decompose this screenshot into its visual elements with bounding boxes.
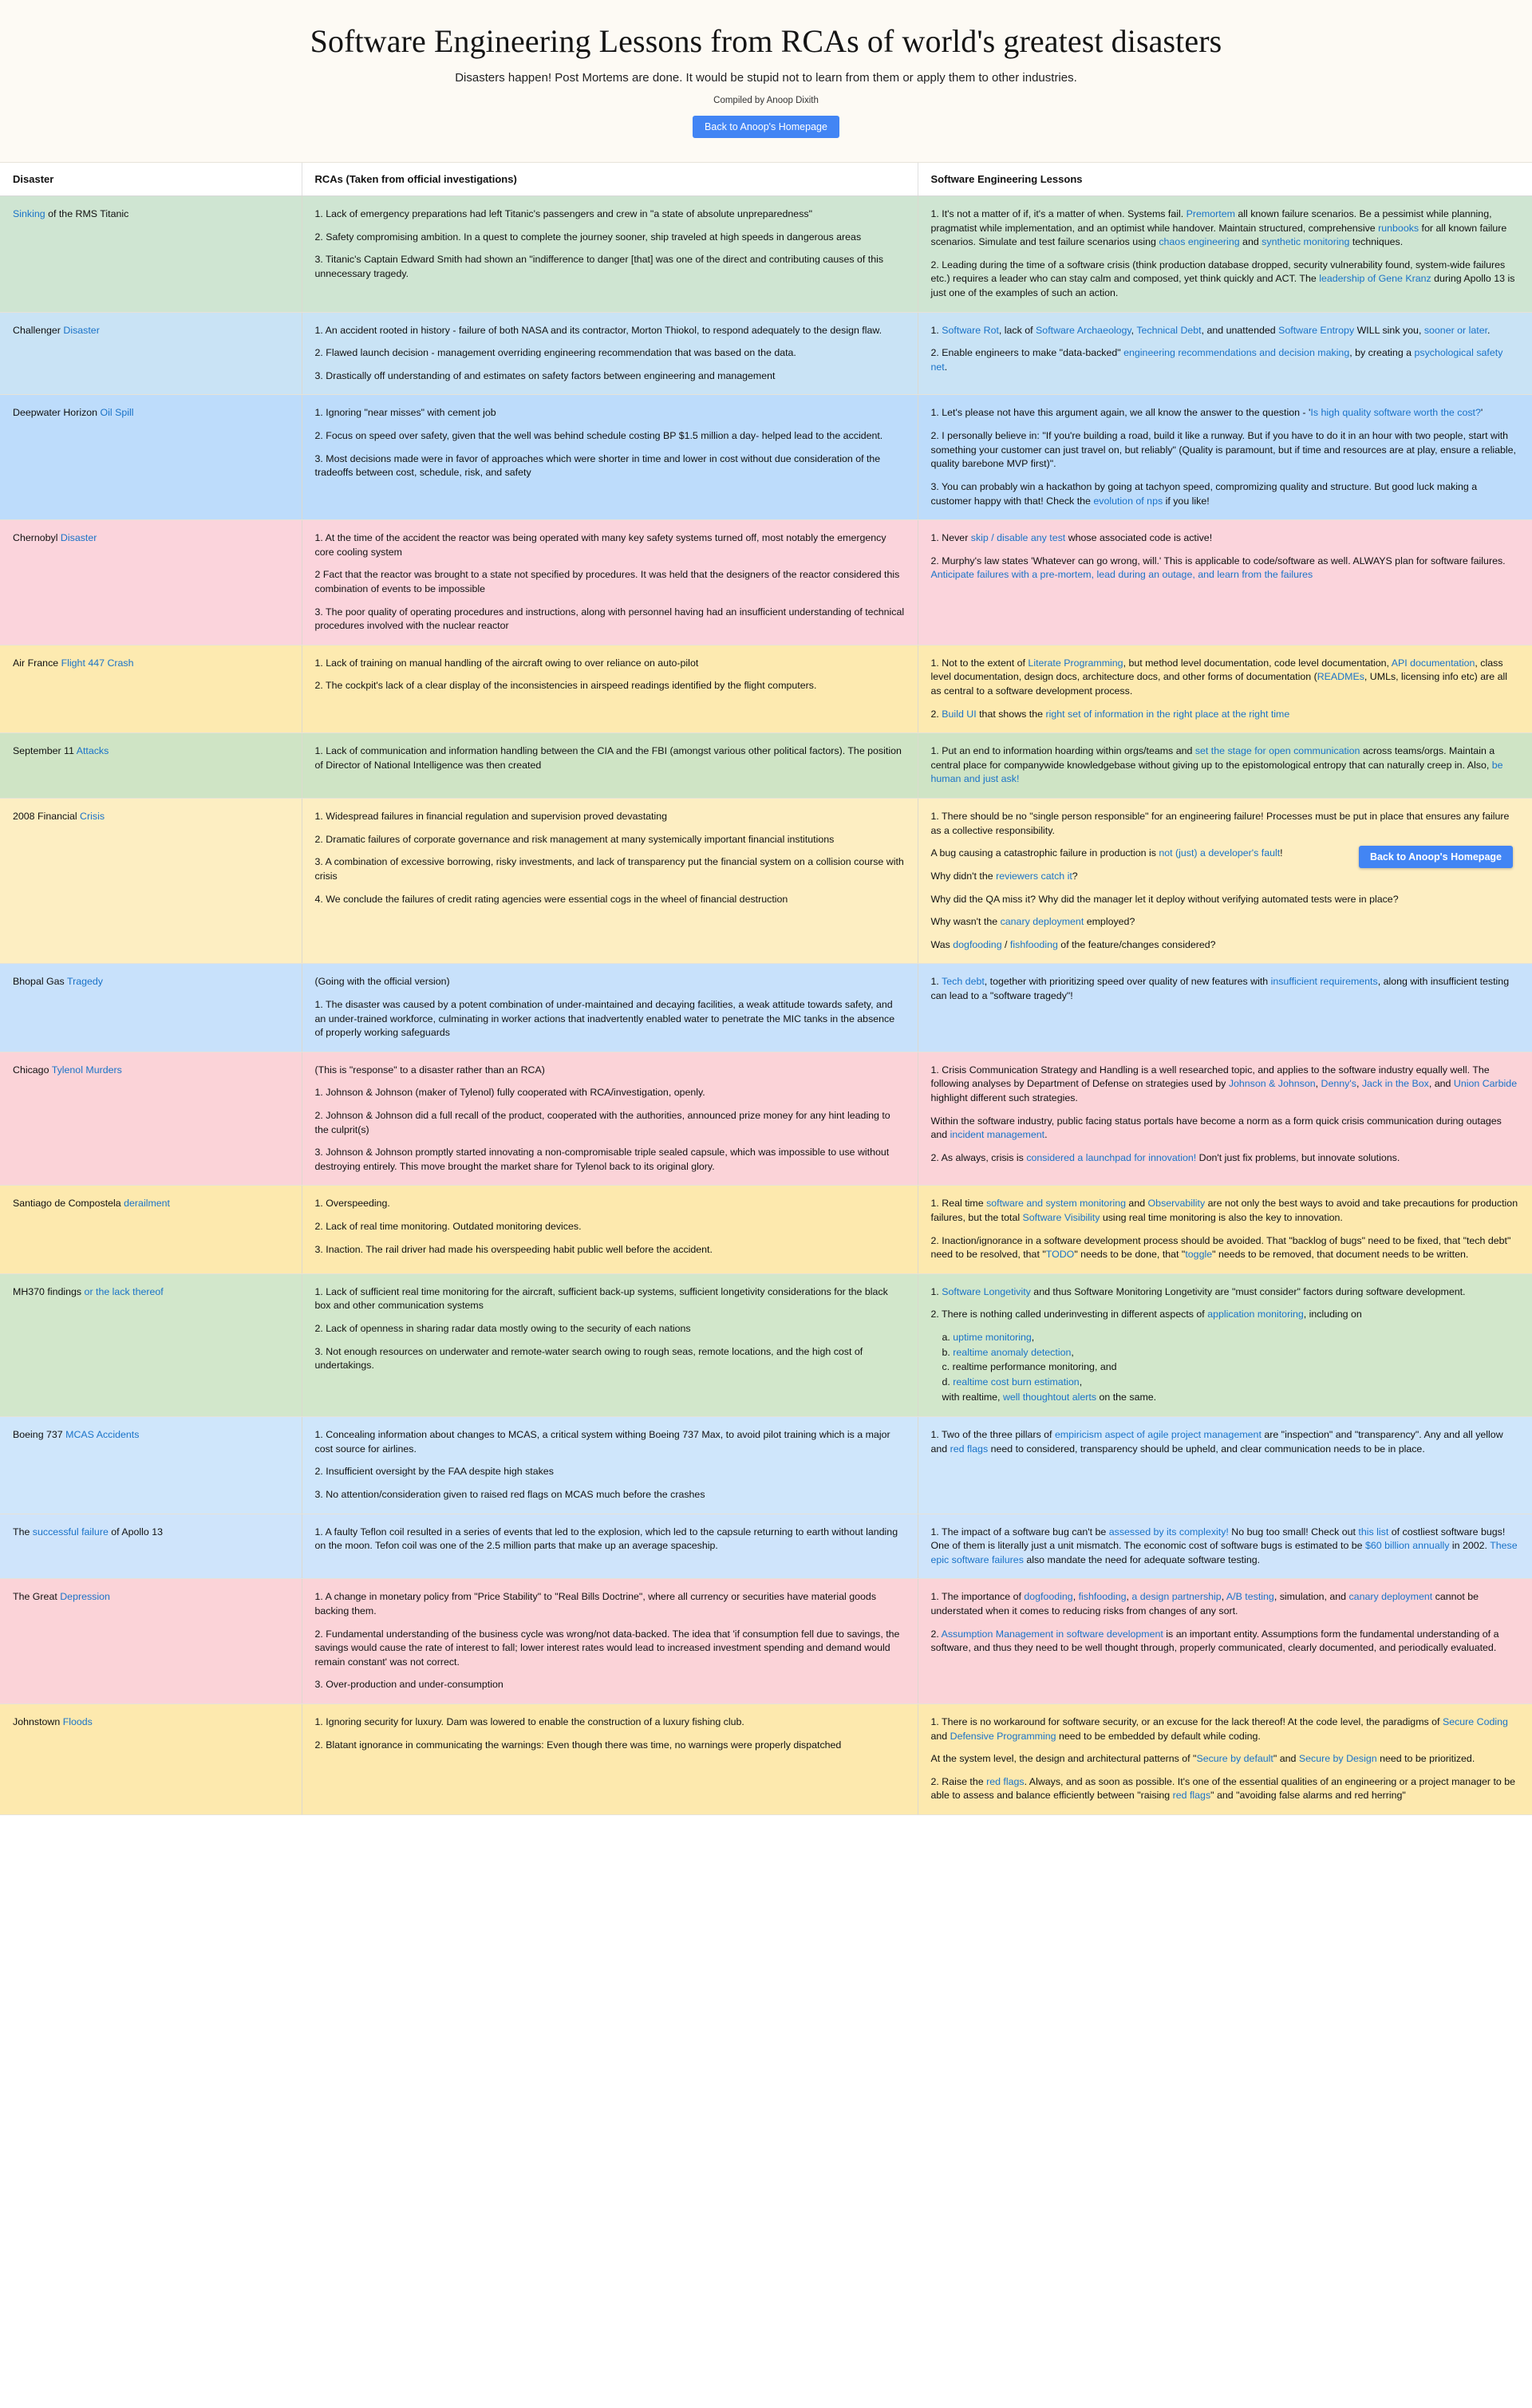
- lesson-subitem: a. uptime monitoring,: [942, 1332, 1035, 1344]
- rca-cell: [302, 964, 918, 1052]
- rca-cell: [302, 1417, 918, 1514]
- lesson-subtail: with realtime, well thoughtout alerts on the same.: [942, 1391, 1157, 1403]
- inline-link[interactable]: insufficient requirements: [1270, 976, 1378, 988]
- inline-link[interactable]: Software Archaeology: [1036, 324, 1131, 336]
- disaster-name-cell: Challenger Disaster: [0, 312, 302, 395]
- lessons-cell: [918, 799, 1532, 964]
- inline-link[interactable]: evolution of nps: [1093, 495, 1163, 507]
- lesson-item: 1. The impact of a software bug can't be assessed by its complexity! No bug too small! Check out this list of costliest software bugs! One of them is literally just a unit mismatch. The economic cost of software bugs is estimated to be $60 billion annually in 2002. These epic software failures also mandate the need for adequate software testing.: [930, 1526, 1518, 1565]
- inline-link[interactable]: a design partnership: [1131, 1591, 1222, 1603]
- inline-link[interactable]: Observability: [1147, 1198, 1206, 1210]
- inline-link[interactable]: READMEs: [1317, 671, 1364, 683]
- rca-cell: [302, 312, 918, 395]
- lesson-item: 1. Not to the extent of Literate Programming, but method level documentation, code level documentation, API documentation, class level documentation, design docs, architecture docs, and other forms of documentation (READMEs, UMLs, licensing info etc) are all as central to a software development process.: [930, 657, 1507, 697]
- lessons-cell: [918, 1704, 1532, 1815]
- lesson-item: 2. There is nothing called underinvesting in different aspects of application monitoring, including on: [930, 1309, 1362, 1320]
- lessons-table: [0, 163, 1532, 1815]
- table-row: [0, 1417, 1532, 1514]
- lesson-item: 1. Never skip / disable any test whose associated code is active!: [930, 532, 1213, 544]
- inline-link[interactable]: Software Visibility: [1022, 1212, 1100, 1224]
- table-row: [0, 1704, 1532, 1815]
- column-header-lessons: Software Engineering Lessons: [918, 163, 1532, 196]
- lesson-item: 2. Raise the red flags. Always, and as soon as possible. It's one of the essential qualities of an engineering or a project manager to be able to assess and balance efficiently between "raising red flags" and "avoiding false alarms and red herring": [930, 1775, 1516, 1802]
- lessons-cell: [918, 964, 1532, 1052]
- inline-link[interactable]: runbooks: [1378, 222, 1419, 234]
- disaster-name-cell: Santiago de Compostela derailment: [0, 1186, 302, 1273]
- disaster-link[interactable]: Attacks: [76, 745, 109, 757]
- inline-link[interactable]: Secure by Design: [1298, 1753, 1377, 1765]
- lesson-item: At the system level, the design and architectural patterns of "Secure by default" and Secure by Design need to be prioritized.: [930, 1753, 1475, 1765]
- inline-link[interactable]: not (just) a developer's fault: [1159, 847, 1281, 859]
- rca-item: 3. Johnson & Johnson promptly started innovating a non-compromisable triple sealed capsule, which was impossible to use without destroying entirely. This move brought the market share for Tylenol back to its original glory.: [314, 1147, 890, 1172]
- rca-cell: [302, 1704, 918, 1815]
- column-header-rca: RCAs (Taken from official investigations): [302, 163, 918, 196]
- lesson-item: 3. You can probably win a hackathon by going at tachyon speed, compromizing quality and structure. But good luck making a customer happy with that! Check the evolution of nps if you like!: [930, 480, 1478, 507]
- inline-link[interactable]: red flags: [950, 1443, 989, 1455]
- inline-link[interactable]: API documentation: [1391, 657, 1475, 669]
- lesson-item: 1. Tech debt, together with prioritizing speed over quality of new features with insufficient requirements, along with insufficient testing can lead to a "software tragedy"!: [930, 976, 1510, 1001]
- inline-link[interactable]: skip / disable any test: [970, 532, 1066, 544]
- lesson-item: Within the software industry, public facing status portals have become a norm as a form quick crisis communication during outages and incident management.: [930, 1115, 1502, 1141]
- lessons-cell: [918, 395, 1532, 520]
- page-header: [0, 0, 1532, 163]
- table-row: [0, 799, 1532, 964]
- disaster-name-cell: Sinking of the RMS Titanic: [0, 196, 302, 313]
- floating-back-to-homepage-button[interactable]: Back to Anoop's Homepage: [1359, 846, 1513, 868]
- table-row: [0, 1052, 1532, 1186]
- inline-link[interactable]: Anticipate failures with a pre-mortem, lead during an outage, and learn from the failures: [930, 569, 1313, 581]
- rca-cell: [302, 196, 918, 313]
- inline-link[interactable]: reviewers catch it: [996, 870, 1072, 882]
- lesson-sublist: [942, 1331, 1519, 1404]
- inline-link[interactable]: Union Carbide: [1453, 1078, 1518, 1090]
- inline-link[interactable]: Secure Coding: [1442, 1716, 1508, 1728]
- inline-link[interactable]: synthetic monitoring: [1262, 236, 1350, 248]
- lesson-item: 1. The importance of dogfooding, fishfooding, a design partnership, A/B testing, simulation, and canary deployment cannot be understated when it comes to reducing risks from changes of any sort.: [930, 1591, 1479, 1617]
- table-row: [0, 733, 1532, 799]
- rca-item: 3. No attention/consideration given to raised red flags on MCAS much before the crashes: [314, 1488, 705, 1500]
- inline-link[interactable]: Defensive Programming: [950, 1730, 1056, 1742]
- rca-item: (This is "response" to a disaster rather than an RCA): [314, 1064, 545, 1076]
- lesson-item: 2. Assumption Management in software development is an important entity. Assumptions form the fundamental understanding of a software, and thus they need to be well thought through, properly communicated, clearly documented, and periodically evaluated.: [930, 1628, 1499, 1654]
- table-row: [0, 1514, 1532, 1579]
- lessons-cell: [918, 312, 1532, 395]
- disaster-link[interactable]: Disaster: [60, 532, 97, 544]
- inline-link[interactable]: These epic software failures: [930, 1540, 1518, 1565]
- rca-item: 2. Blatant ignorance in communicating the warnings: Even though there was time, no warnings were properly dispatched: [314, 1739, 842, 1751]
- inline-link[interactable]: Johnson & Johnson: [1228, 1078, 1316, 1090]
- inline-link[interactable]: right set of information in the right place at the right time: [1045, 708, 1290, 720]
- table-row: [0, 1579, 1532, 1704]
- rca-item: 2. Lack of openness in sharing radar data mostly owing to the security of each nations: [314, 1323, 691, 1335]
- inline-link[interactable]: engineering recommendations and decision making: [1123, 347, 1350, 359]
- lesson-item: 1. Real time software and system monitoring and Observability are not only the best ways to avoid and take precautions for production failures, but the total Software Visibility using real time monitoring is also the key to innovation.: [930, 1198, 1518, 1224]
- disaster-name-cell: Chicago Tylenol Murders: [0, 1052, 302, 1186]
- disaster-name-cell: MH370 findings or the lack thereof: [0, 1273, 302, 1416]
- inline-link[interactable]: Premortem: [1186, 208, 1235, 219]
- inline-link[interactable]: Tech debt: [942, 976, 985, 988]
- lesson-item: 1. Two of the three pillars of empiricism aspect of agile project management are "inspection" and "transparency". Any and all yellow and red flags need to considered, transparency should be upheld, and clear communication needs to be in place.: [930, 1429, 1503, 1455]
- lesson-item: 2. Murphy's law states 'Whatever can go wrong, will.' This is applicable to code/software as well. ALWAYS plan for software failures. Anticipate failures with a pre-mortem, lead during an outage, and learn from the failures: [930, 555, 1506, 581]
- rca-item: 1. Lack of training on manual handling of the aircraft owing to over reliance on auto-pilot: [314, 657, 699, 669]
- table-row: [0, 1273, 1532, 1416]
- inline-link[interactable]: Denny's: [1321, 1078, 1356, 1090]
- inline-link[interactable]: be human and just ask!: [930, 759, 1503, 785]
- inline-link[interactable]: this list: [1358, 1526, 1389, 1538]
- lessons-cell: [918, 645, 1532, 732]
- disaster-link[interactable]: Flight 447 Crash: [61, 657, 134, 669]
- rca-cell: [302, 799, 918, 964]
- lesson-item: Why did the QA miss it? Why did the manager let it deploy without verifying automated tests were in place?: [930, 893, 1399, 905]
- rca-cell: [302, 1052, 918, 1186]
- inline-link[interactable]: Software Longetivity: [942, 1285, 1031, 1297]
- compiled-by: Compiled by Anoop Dixith: [713, 96, 819, 105]
- rca-item: 2. Flawed launch decision - management overriding engineering recommendation that was based on the data.: [314, 347, 796, 359]
- inline-link[interactable]: red flags: [986, 1775, 1025, 1787]
- lesson-item: 2. As always, crisis is considered a launchpad for innovation! Don't just fix problems, but innovate solutions.: [930, 1151, 1400, 1163]
- inline-link[interactable]: canary deployment: [1000, 916, 1084, 928]
- lesson-item: 1. Let's please not have this argument again, we all know the answer to the question - 'Is high quality software worth the cost?': [930, 407, 1483, 419]
- rca-item: 1. Overspeeding.: [314, 1198, 390, 1210]
- lesson-item: Why wasn't the canary deployment employed?: [930, 916, 1135, 928]
- rca-item: 2. Insufficient oversight by the FAA despite high stakes: [314, 1466, 554, 1478]
- inline-link[interactable]: Build UI: [942, 708, 977, 720]
- rca-cell: [302, 1186, 918, 1273]
- page-subtitle: Disasters happen! Post Mortems are done. It would be stupid not to learn from them or apply them to other industries.: [455, 71, 1077, 85]
- rca-item: 2. Johnson & Johnson did a full recall of the product, cooperated with the authorities, announced prize money for any hint leading to the culprit(s): [314, 1109, 890, 1135]
- disaster-name-cell: Air France Flight 447 Crash: [0, 645, 302, 732]
- rca-cell: [302, 645, 918, 732]
- inline-link[interactable]: realtime anomaly detection: [953, 1346, 1072, 1358]
- inline-link[interactable]: TODO: [1045, 1249, 1075, 1261]
- lessons-cell: [918, 1273, 1532, 1416]
- lessons-cell: [918, 1052, 1532, 1186]
- inline-link[interactable]: incident management: [950, 1129, 1045, 1141]
- rca-item: 1. The disaster was caused by a potent combination of under-maintained and decaying facilities, a weak attitude towards safety, and an under-trained workforce, culminating in worker actions that inadvertently enabled water to penetrate the MIC tanks in the absence of properly working safeguards: [314, 998, 895, 1039]
- inline-link[interactable]: leadership of Gene Kranz: [1319, 273, 1431, 285]
- rca-cell: [302, 1514, 918, 1579]
- lessons-cell: [918, 196, 1532, 313]
- inline-link[interactable]: sooner or later: [1423, 324, 1488, 336]
- rca-item: 2. Safety compromising ambition. In a quest to complete the journey sooner, ship traveled at high speeds in dangerous areas: [314, 231, 862, 243]
- lessons-cell: [918, 1417, 1532, 1514]
- back-to-homepage-button[interactable]: Back to Anoop's Homepage: [693, 116, 839, 138]
- rca-item: 3. A combination of excessive borrowing, risky investments, and lack of transparency put the financial system on a collision course with crisis: [314, 856, 904, 882]
- inline-link[interactable]: Literate Programming: [1028, 657, 1123, 669]
- inline-link[interactable]: Secure by default: [1196, 1753, 1273, 1765]
- inline-link[interactable]: set the stage for open communication: [1194, 745, 1360, 757]
- disaster-name-cell: Johnstown Floods: [0, 1704, 302, 1815]
- table-row: [0, 196, 1532, 313]
- inline-link[interactable]: fishfooding: [1009, 938, 1058, 950]
- lesson-item: 1. There should be no "single person responsible" for an engineering failure! Processes must be put in place that ensures any failure as a collective responsibility.: [930, 811, 1510, 836]
- inline-link[interactable]: toggle: [1185, 1249, 1213, 1261]
- rca-item: 3. Titanic's Captain Edward Smith had shown an "indifference to danger [that] was one of the direct and contributing causes of this unnecessary tragedy.: [314, 254, 884, 279]
- lessons-cell: [918, 1579, 1532, 1704]
- rca-item: 3. Inaction. The rail driver had made his overspeeding habit public well before the accident.: [314, 1243, 713, 1255]
- rca-item: 2 Fact that the reactor was brought to a state not specified by procedures. It was held that the designers of the reactor considered this combination of events to be impossible: [314, 569, 900, 594]
- disaster-name-cell: Bhopal Gas Tragedy: [0, 964, 302, 1052]
- lesson-item: Was dogfooding / fishfooding of the feature/changes considered?: [930, 938, 1216, 950]
- page-title: Software Engineering Lessons from RCAs of world's greatest disasters: [310, 23, 1222, 59]
- table-body: [0, 196, 1532, 1815]
- lessons-cell: [918, 520, 1532, 645]
- inline-link[interactable]: Is high quality software worth the cost?: [1310, 407, 1481, 419]
- lesson-subitem: d. realtime cost burn estimation,: [942, 1376, 1083, 1388]
- disaster-link[interactable]: Sinking: [13, 208, 45, 219]
- inline-link[interactable]: Technical Debt: [1136, 324, 1202, 336]
- disaster-link[interactable]: Tragedy: [66, 976, 103, 988]
- lesson-item: 2. Leading during the time of a software crisis (think production database dropped, security vulnerability found, system-wide failures etc.) requires a leader who can stay calm and composed, yet think quickly and ACT. The leadership of Gene Kranz during Apollo 13 is just one of the examples of such an action.: [930, 259, 1515, 299]
- disaster-link[interactable]: Tylenol Murders: [51, 1064, 122, 1076]
- inline-link[interactable]: $60 billion annually: [1365, 1540, 1450, 1552]
- table-row: [0, 312, 1532, 395]
- lessons-cell: [918, 1514, 1532, 1579]
- disaster-name-cell: The Great Depression: [0, 1579, 302, 1704]
- inline-link[interactable]: application monitoring: [1207, 1309, 1304, 1320]
- rca-item: 1. Ignoring "near misses" with cement job: [314, 407, 496, 419]
- rca-item: 2. The cockpit's lack of a clear display of the inconsistencies in airspeed readings identified by the flight computers.: [314, 680, 817, 692]
- rca-item: 3. The poor quality of operating procedures and instructions, along with personnel having had an insufficient understanding of technical procedures involved with the nuclear reactor: [314, 606, 905, 632]
- inline-link[interactable]: Assumption Management in software development: [941, 1628, 1163, 1640]
- table-row: [0, 964, 1532, 1052]
- inline-link[interactable]: Jack in the Box: [1361, 1078, 1429, 1090]
- lessons-cell: [918, 733, 1532, 799]
- inline-link[interactable]: red flags: [1172, 1790, 1211, 1802]
- lesson-item: 1. Crisis Communication Strategy and Handling is a well researched topic, and applies to the software industry equally well. The following analyses by Department of Defense on strategies used by Johnson & Johnson, Denny's, Jack in the Box, and Union Carbide highlight different such strategies.: [930, 1064, 1518, 1103]
- rca-item: 1. Widespread failures in financial regulation and supervision proved devastating: [314, 811, 668, 823]
- inline-link[interactable]: considered a launchpad for innovation!: [1026, 1151, 1197, 1163]
- disaster-name-cell: September 11 Attacks: [0, 733, 302, 799]
- inline-link[interactable]: Software Rot: [942, 324, 999, 336]
- rca-item: 1. An accident rooted in history - failure of both NASA and its contractor, Morton Thiokol, to respond adequately to the design flaw.: [314, 324, 882, 336]
- disaster-link[interactable]: MCAS Accidents: [65, 1429, 140, 1441]
- rca-item: 1. Lack of communication and information handling between the CIA and the FBI (amongst various other political factors). The position of Director of National Intelligence was then created: [314, 745, 902, 771]
- disaster-link[interactable]: derailment: [124, 1198, 170, 1210]
- rca-item: (Going with the official version): [314, 976, 450, 988]
- rca-item: 1. Concealing information about changes to MCAS, a critical system withing Boeing 737 Max, to avoid pilot training which is a major cost source for airlines.: [314, 1429, 890, 1455]
- inline-link[interactable]: chaos engineering: [1159, 236, 1240, 248]
- disaster-link[interactable]: Disaster: [63, 324, 100, 336]
- lesson-item: 2. Enable engineers to make "data-backed" engineering recommendations and decision making, by creating a psychological safety net.: [930, 347, 1503, 373]
- rca-item: 1. At the time of the accident the reactor was being operated with many key safety systems turned off, most notably the emergency core cooling system: [314, 532, 886, 558]
- inline-link[interactable]: dogfooding: [1024, 1591, 1073, 1603]
- disaster-link[interactable]: Depression: [60, 1591, 110, 1603]
- disaster-link[interactable]: Oil Spill: [100, 407, 134, 419]
- rca-item: 2. Fundamental understanding of the business cycle was wrong/not data-backed. The idea that 'if consumption fell due to savings, the savings would cause the rate of interest to fall; lower interest rates would lead to increased investment spending and demand would remain constant' was not correct.: [314, 1628, 900, 1668]
- lesson-item: 2. I personally believe in: "If you're building a road, build it like a runway. But if you have to do it in an hour with two people, start with something your customer can just travel on, but reliably" (Quality is paramount, but if time and resources are at play, ensure a reliable, quality barebone MVP first)".: [930, 430, 1517, 470]
- rca-cell: [302, 1579, 918, 1704]
- column-header-disaster: Disaster: [0, 163, 302, 196]
- table-header-row: [0, 163, 1532, 196]
- disaster-name-cell: Chernobyl Disaster: [0, 520, 302, 645]
- rca-item: 3. Most decisions made were in favor of approaches which were shorter in time and lower in cost without due consideration of the tradeoffs between cost, schedule, risk, and safety: [314, 452, 881, 479]
- table-row: [0, 1186, 1532, 1273]
- rca-item: 1. Johnson & Johnson (maker of Tylenol) fully cooperated with RCA/investigation, openly.: [314, 1087, 705, 1099]
- rca-item: 2. Lack of real time monitoring. Outdated monitoring devices.: [314, 1221, 582, 1233]
- disaster-link[interactable]: or the lack thereof: [84, 1285, 164, 1297]
- disaster-link[interactable]: Crisis: [80, 811, 105, 823]
- inline-link[interactable]: software and system monitoring: [986, 1198, 1126, 1210]
- lesson-item: 1. It's not a matter of if, it's a matter of when. Systems fail. Premortem all known failure scenarios. Be a pessimist while planning, pragmatist while implementation, and an optimist while handover. Maintain structured, comprehensive runbooks for all known failure scenarios. Simulate and test failure scenarios using chaos engineering and synthetic monitoring techniques.: [930, 208, 1507, 248]
- rca-item: 3. Over-production and under-consumption: [314, 1679, 503, 1691]
- inline-link[interactable]: assessed by its complexity!: [1108, 1526, 1229, 1538]
- inline-link[interactable]: canary deployment: [1348, 1591, 1433, 1603]
- rca-item: 1. Lack of sufficient real time monitoring for the aircraft, sufficient back-up systems, sufficient longetivity considerations for the black box and other communication systems: [314, 1285, 888, 1312]
- rca-cell: [302, 1273, 918, 1416]
- inline-link[interactable]: uptime monitoring: [953, 1332, 1032, 1344]
- lesson-item: 2. Inaction/ignorance in a software development process should be avoided. That "backlog of bugs" need to be fixed, that "tech debt" need to be resolved, that "TODO" needs to be done, that "toggle" needs to be removed, that document needs to be written.: [930, 1234, 1511, 1261]
- lesson-item: 1. Put an end to information hoarding within orgs/teams and set the stage for open communication across teams/orgs. Maintain a central place for companywide knowledgebase without giving up to the epistomological entropy that can naturally creep in. Also, be human and just ask!: [930, 745, 1503, 785]
- table-row: [0, 520, 1532, 645]
- lesson-item: A bug causing a catastrophic failure in production is not (just) a developer's fault!: [930, 847, 1283, 859]
- disaster-link[interactable]: Floods: [62, 1716, 93, 1728]
- rca-item: 4. We conclude the failures of credit rating agencies were essential cogs in the wheel of financial destruction: [314, 893, 788, 905]
- disaster-name-cell: Deepwater Horizon Oil Spill: [0, 395, 302, 520]
- inline-link[interactable]: empiricism aspect of agile project management: [1054, 1429, 1262, 1441]
- table-row: [0, 645, 1532, 732]
- rca-item: 1. Lack of emergency preparations had left Titanic's passengers and crew in "a state of absolute unpreparedness": [314, 208, 812, 219]
- inline-link[interactable]: psychological safety net: [930, 347, 1503, 373]
- rca-item: 2. Focus on speed over safety, given that the well was behind schedule costing BP $1.5 million a day- helped lead to the accident.: [314, 430, 883, 442]
- rca-item: 3. Not enough resources on underwater and remote-water search owing to rough seas, remote locations, and the high cost of undertakings.: [314, 1345, 863, 1372]
- rca-item: 2. Dramatic failures of corporate governance and risk management at many systemically important financial institutions: [314, 833, 835, 845]
- lesson-subitem: b. realtime anomaly detection,: [942, 1346, 1074, 1358]
- rca-cell: [302, 520, 918, 645]
- inline-link[interactable]: A/B testing: [1226, 1591, 1274, 1603]
- inline-link[interactable]: fishfooding: [1078, 1591, 1127, 1603]
- inline-link[interactable]: Software Entropy: [1278, 324, 1355, 336]
- lesson-item: Why didn't the reviewers catch it?: [930, 870, 1078, 882]
- lesson-item: 1. Software Rot, lack of Software Archaeology, Technical Debt, and unattended Software Entropy WILL sink you, sooner or later.: [930, 324, 1491, 336]
- rca-item: 1. A faulty Teflon coil resulted in a series of events that led to the explosion, which led to the capsule returning to earth without landing on the moon. Tefon coil was one of the 2.5 million parts that make up an average spaceship.: [314, 1526, 898, 1552]
- rca-item: 1. A change in monetary policy from "Price Stability" to "Real Bills Doctrine", where all currency or securities have material goods backing them.: [314, 1591, 877, 1617]
- lesson-item: 1. Software Longetivity and thus Software Monitoring Longetivity are "must consider" factors during software development.: [930, 1285, 1466, 1297]
- inline-link[interactable]: dogfooding: [953, 938, 1002, 950]
- disaster-link[interactable]: successful failure: [32, 1526, 109, 1538]
- lesson-subitem: c. realtime performance monitoring, and: [942, 1361, 1117, 1373]
- disaster-name-cell: 2008 Financial Crisis: [0, 799, 302, 964]
- lesson-item: 2. Build UI that shows the right set of information in the right place at the right time: [930, 708, 1290, 720]
- inline-link[interactable]: well thoughtout alerts: [1002, 1391, 1097, 1403]
- lesson-item: 1. There is no workaround for software security, or an excuse for the lack thereof! At the code level, the paradigms of Secure Coding and Defensive Programming need to be embedded by default while coding.: [930, 1716, 1508, 1742]
- table-row: [0, 395, 1532, 520]
- lessons-cell: [918, 1186, 1532, 1273]
- disaster-name-cell: Boeing 737 MCAS Accidents: [0, 1417, 302, 1514]
- rca-cell: [302, 395, 918, 520]
- rca-item: 1. Ignoring security for luxury. Dam was lowered to enable the construction of a luxury fishing club.: [314, 1716, 744, 1728]
- rca-item: 3. Drastically off understanding of and estimates on safety factors between engineering and management: [314, 369, 776, 381]
- inline-link[interactable]: realtime cost burn estimation: [953, 1376, 1080, 1388]
- rca-cell: [302, 733, 918, 799]
- disaster-name-cell: The successful failure of Apollo 13: [0, 1514, 302, 1579]
